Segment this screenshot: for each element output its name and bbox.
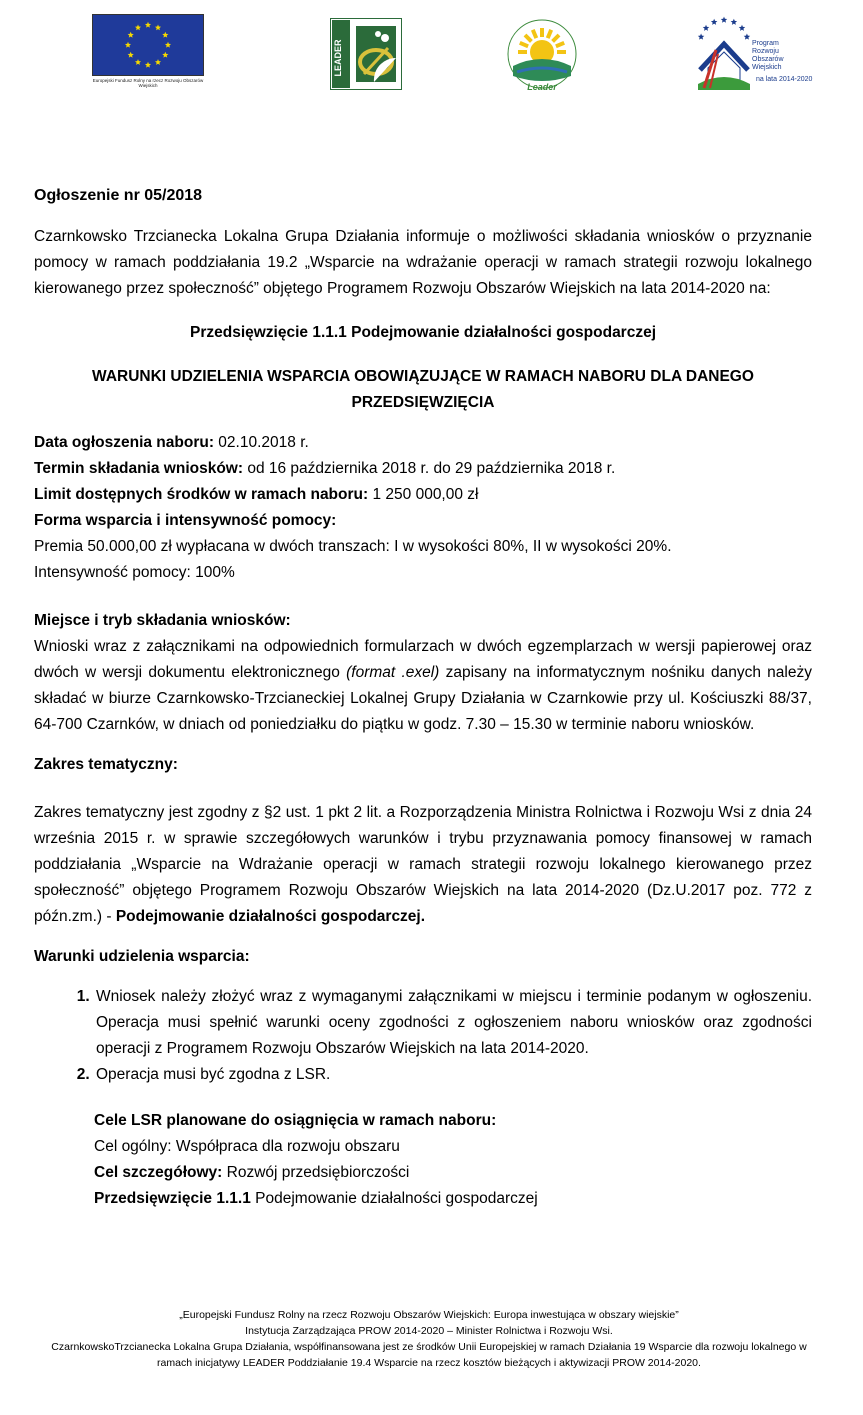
- deadline-row: [34, 456, 812, 482]
- project-value: Podejmowanie działalności gospodarczej: [250, 1190, 538, 1207]
- prow-title: [752, 40, 784, 72]
- prow-star-icon: [739, 25, 745, 31]
- logos-header: [0, 14, 863, 94]
- scope-label: Zakres tematyczny:: [34, 756, 178, 773]
- eu-star-icon: [128, 32, 134, 38]
- prow-star-icon: [698, 34, 704, 40]
- date-value: 02.10.2018 r.: [214, 434, 309, 451]
- eu-star-icon: [155, 24, 161, 30]
- general-goal: Cel ogólny: Współpraca dla rozwoju obszaru: [94, 1138, 400, 1155]
- conditions-heading-line2: PRZEDSIĘWZIĘCIA: [351, 394, 495, 411]
- specific-goal-value: Rozwój przedsiębiorczości: [222, 1164, 410, 1181]
- prow-line-3: Obszarów: [752, 56, 784, 63]
- footer-line-1: „Europejski Fundusz Rolny na rzecz Rozwoju Obszarów Wiejskich: Europa inwestująca w obszary wiejskie”: [179, 1309, 679, 1321]
- date-label: Data ogłoszenia naboru:: [34, 434, 214, 451]
- prow-line-2: Rozwoju: [752, 48, 779, 55]
- scope-text: Zakres tematyczny jest zgodny z §2 ust. 1 pkt 2 lit. a Rozporządzenia Ministra Rolnictwa i Rozwoju Wsi z dnia 24 września 2015 r. w sprawie szczegółowych warunków i trybu przyznawania pomocy finansowej w ramach poddziałania „Wsparcie na Wdrażanie operacji w ramach strategii rozwoju lokalnego kierowanego przez społeczność” objętego Programem Rozwoju Obszarów Wiejskich na lata 2014-2020 (Dz.U.2017 poz. 772 z późn.zm.) -: [34, 804, 812, 925]
- specific-goal-label: Cel szczegółowy:: [94, 1164, 223, 1181]
- eu-star-icon: [162, 52, 168, 58]
- eu-star-icon: [135, 59, 141, 65]
- support-label: Warunki udzielenia wsparcia:: [34, 948, 250, 965]
- eu-star-icon: [165, 42, 171, 48]
- lsr-goals: [94, 1108, 812, 1212]
- project-row: [94, 1186, 812, 1212]
- conditions-heading: [34, 364, 812, 416]
- eu-star-icon: [155, 59, 161, 65]
- goals-heading: Cele LSR planowane do osiągnięcia w ramach naboru:: [94, 1112, 497, 1129]
- limit-label: Limit dostępnych środków w ramach naboru:: [34, 486, 369, 503]
- place-text-format: (format .exel): [346, 664, 440, 681]
- eu-star-icon: [135, 24, 141, 30]
- eu-star-icon: [125, 42, 131, 48]
- project-label: Przedsięwzięcie 1.1.1: [94, 1190, 251, 1207]
- specific-goal-row: [94, 1160, 812, 1186]
- eu-star-icon: [162, 32, 168, 38]
- deadline-label: Termin składania wniosków:: [34, 460, 244, 477]
- limit-value: 1 250 000,00 zł: [368, 486, 479, 503]
- eu-logo: [92, 14, 204, 94]
- prow-star-icon: [711, 19, 717, 25]
- prow-line-4: Wiejskich: [752, 64, 782, 71]
- deadline-value: od 16 października 2018 r. do 29 października 2018 r.: [243, 460, 616, 477]
- list-item: 1. Wniosek należy złożyć wraz z wymaganymi załącznikami w miejscu i terminie podanym w ogłoszeniu. Operacja musi spełnić warunki oceny zgodności z ogłoszeniem naboru wniosków oraz zgodności operacji z Programem Rozwoju Obszarów Wiejskich na lata 2014-2020.: [94, 984, 812, 1062]
- prow-star-icon: [721, 17, 727, 23]
- eu-star-icon: [145, 62, 151, 68]
- announcement-body: [34, 182, 812, 1212]
- form-label: Forma wsparcia i intensywność pomocy:: [34, 512, 337, 529]
- intensity-value: Intensywność pomocy: 100%: [34, 564, 235, 581]
- eu-flag: [92, 14, 204, 76]
- lgd-sun-icon: [503, 16, 581, 96]
- scope-bold: Podejmowanie działalności gospodarczej.: [115, 908, 426, 925]
- footer-line-2: Instytucja Zarządzająca PROW 2014-2020 – Minister Rolnictwa i Rozwoju Wsi.: [245, 1325, 613, 1337]
- prow-star-icon: [731, 19, 737, 25]
- eu-star-icon: [145, 22, 151, 28]
- eu-caption: Europejski Fundusz Rolny na rzecz Rozwoju Obszarów Wiejskich: [92, 78, 204, 88]
- intro-paragraph: Czarnkowsko Trzcianecka Lokalna Grupa Działania informuje o możliwości składania wniosków o przyznanie pomocy w ramach poddziałania 19.2 „Wsparcie na wdrażanie operacji w ramach strategii rozwoju lokalnego kierowanego przez społeczność” objętego Programem Rozwoju Obszarów Wiejskich na lata 2014-2020 na:: [34, 228, 812, 297]
- list-item: 2. Operacja musi być zgodna z LSR.: [94, 1062, 812, 1088]
- project-heading: Przedsięwzięcie 1.1.1 Podejmowanie działalności gospodarczej: [189, 324, 657, 341]
- prow-star-icon: [744, 34, 750, 40]
- lgd-leader-text: Leader: [527, 82, 557, 92]
- place-paragraph: [34, 634, 812, 738]
- prow-line-1: Program: [752, 40, 779, 47]
- lgd-logo: [503, 16, 581, 96]
- place-text-a: Wnioski wraz z załącznikami na odpowiednich formularzach w dwóch egzemplarzach w wersji papierowej oraz dwóch w wersji dokumentu elektronicznego: [34, 638, 812, 681]
- leader-vertical-text: LEADER: [333, 39, 343, 77]
- eu-stars-icon: [93, 15, 203, 75]
- page-footer: [34, 1307, 824, 1371]
- scope-paragraph: [34, 800, 812, 930]
- place-text-b: zapisany na informatycznym nośniku danych należy składać w biurze Czarnkowsko-Trzcianeckiej Lokalnej Grupy Działania w Czarnkowie przy ul. Kościuszki 88/37, 64-700 Czarnków, w dniach od poniedziałku do piątku w godz. 7.30 – 15.30 w terminie naboru wniosków.: [34, 664, 812, 733]
- eu-star-icon: [128, 52, 134, 58]
- announcement-title: Ogłoszenie nr 05/2018: [34, 187, 203, 204]
- leader-logo: [330, 18, 402, 90]
- conditions-heading-line1: WARUNKI UDZIELENIA WSPARCIA OBOWIĄZUJĄCE W RAMACH NABORU DLA DANEGO: [92, 368, 754, 385]
- place-label: Miejsce i tryb składania wniosków:: [34, 612, 291, 629]
- prow-house-icon: [694, 14, 754, 94]
- prow-star-icon: [703, 25, 709, 31]
- conditions-list: [34, 984, 812, 1088]
- form-value: Premia 50.000,00 zł wypłacana w dwóch transzach: I w wysokości 80%, II w wysokości 20%.: [34, 538, 672, 555]
- prow-years: na lata 2014-2020: [756, 76, 813, 83]
- prow-logo: [694, 14, 814, 94]
- date-row: [34, 430, 812, 456]
- limit-row: [34, 482, 812, 508]
- footer-line-3: CzarnkowskoTrzcianecka Lokalna Grupa Działania, współfinansowana jest ze środków Unii Europejskiej w ramach Działania 19 Wsparcie dla rozwoju lokalnego w ramach inicjatywy LEADER Poddziałanie 19.4 Wsparcie na rzecz kosztów bieżących i aktywizacji PROW 2014-2020.: [51, 1341, 807, 1369]
- leader-emblem-icon: [330, 18, 402, 90]
